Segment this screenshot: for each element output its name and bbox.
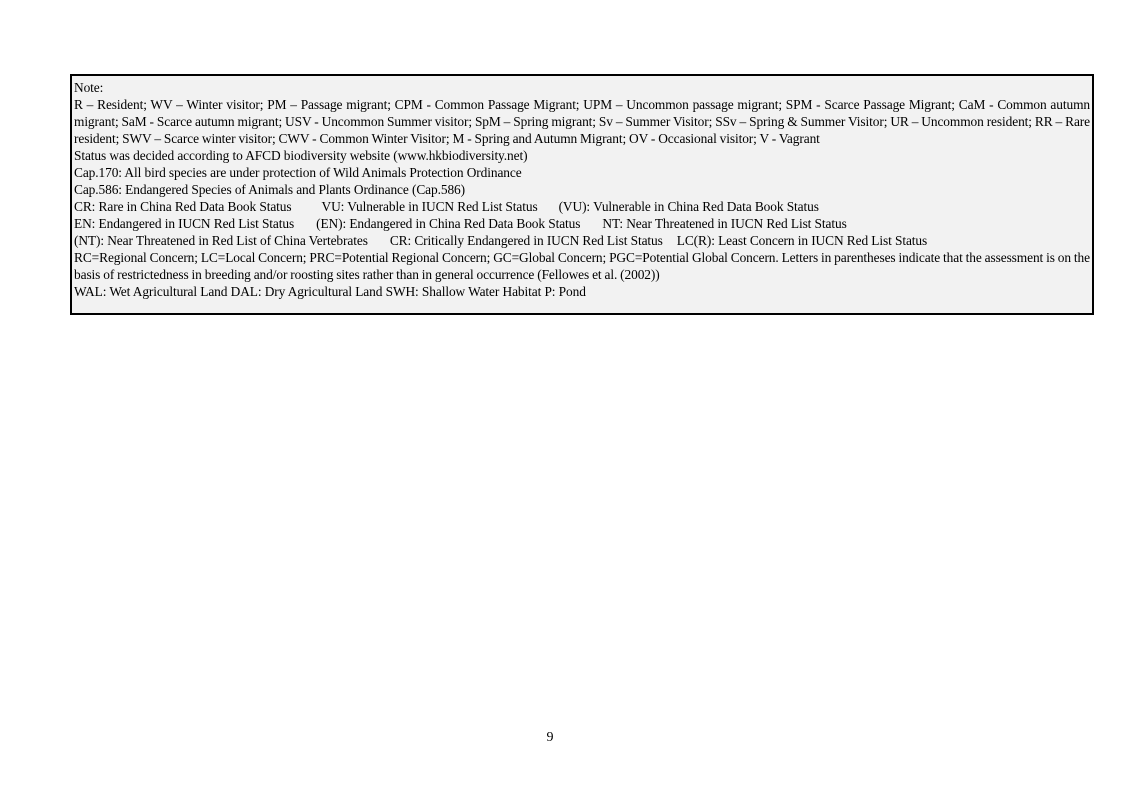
cr-iucn-text: CR: Critically Endangered in IUCN Red List Status xyxy=(389,233,663,248)
nt-china-text: (NT): Near Threatened in Red List of China Vertebrates xyxy=(74,233,368,248)
habitat-codes-text: WAL: Wet Agricultural Land DAL: Dry Agricultural Land SWH: Shallow Water Habitat P: Pond xyxy=(74,284,586,299)
cap586-text: Cap.586: Endangered Species of Animals and Plants Ordinance (Cap.586) xyxy=(74,182,466,197)
note-heading: Note: xyxy=(74,80,104,95)
status-legend-row-1 xyxy=(74,198,1090,215)
status-codes-text: R – Resident; WV – Winter visitor; PM – Passage migrant; CPM - Common Passage Migrant; UPM – Uncommon passage migrant; SPM - Scarce Passage Migrant; CaM - Common autumn migrant; SaM - Scarce autumn migrant; USV - Uncommon Summer visitor; SpM – Spring migrant; Sv – Summer Visitor; SSv – Spring & Summer Visitor; UR – Uncommon resident; RR – Rare resident; SWV – Scarce winter visitor; CWV - Common Winter Visitor; M - Spring and Autumn Migrant; OV - Occasional visitor; V - Vagrant xyxy=(74,97,1090,146)
vu-iucn-text: VU: Vulnerable in IUCN Red List Status xyxy=(321,199,538,214)
vu-china-text: (VU): Vulnerable in China Red Data Book Status xyxy=(558,199,819,214)
en-china-text: (EN): Endangered in China Red Data Book Status xyxy=(316,216,581,231)
note-box xyxy=(71,75,1093,314)
status-legend-row-2 xyxy=(74,215,1090,232)
en-iucn-text: EN: Endangered in IUCN Red List Status xyxy=(74,216,295,231)
status-source-text: Status was decided according to AFCD biodiversity website (www.hkbiodiversity.net) xyxy=(74,148,528,163)
status-legend-row-3 xyxy=(74,232,1090,249)
concern-text: RC=Regional Concern; LC=Local Concern; PRC=Potential Regional Concern; GC=Global Concern; PGC=Potential Global Concern. Letters in parentheses indicate that the assessment is on the basis of restrictedness in breeding and/or roosting sites rather than in general occurrence (Fellowes et al. (2002)) xyxy=(74,250,1090,282)
nt-iucn-text: NT: Near Threatened in IUCN Red List Status xyxy=(602,216,847,231)
cr-china-text: CR: Rare in China Red Data Book Status xyxy=(74,199,292,214)
page-number: 9 xyxy=(546,730,554,745)
lc-iucn-text: LC(R): Least Concern in IUCN Red List Status xyxy=(676,233,928,248)
cap170-text: Cap.170: All bird species are under protection of Wild Animals Protection Ordinance xyxy=(74,165,522,180)
